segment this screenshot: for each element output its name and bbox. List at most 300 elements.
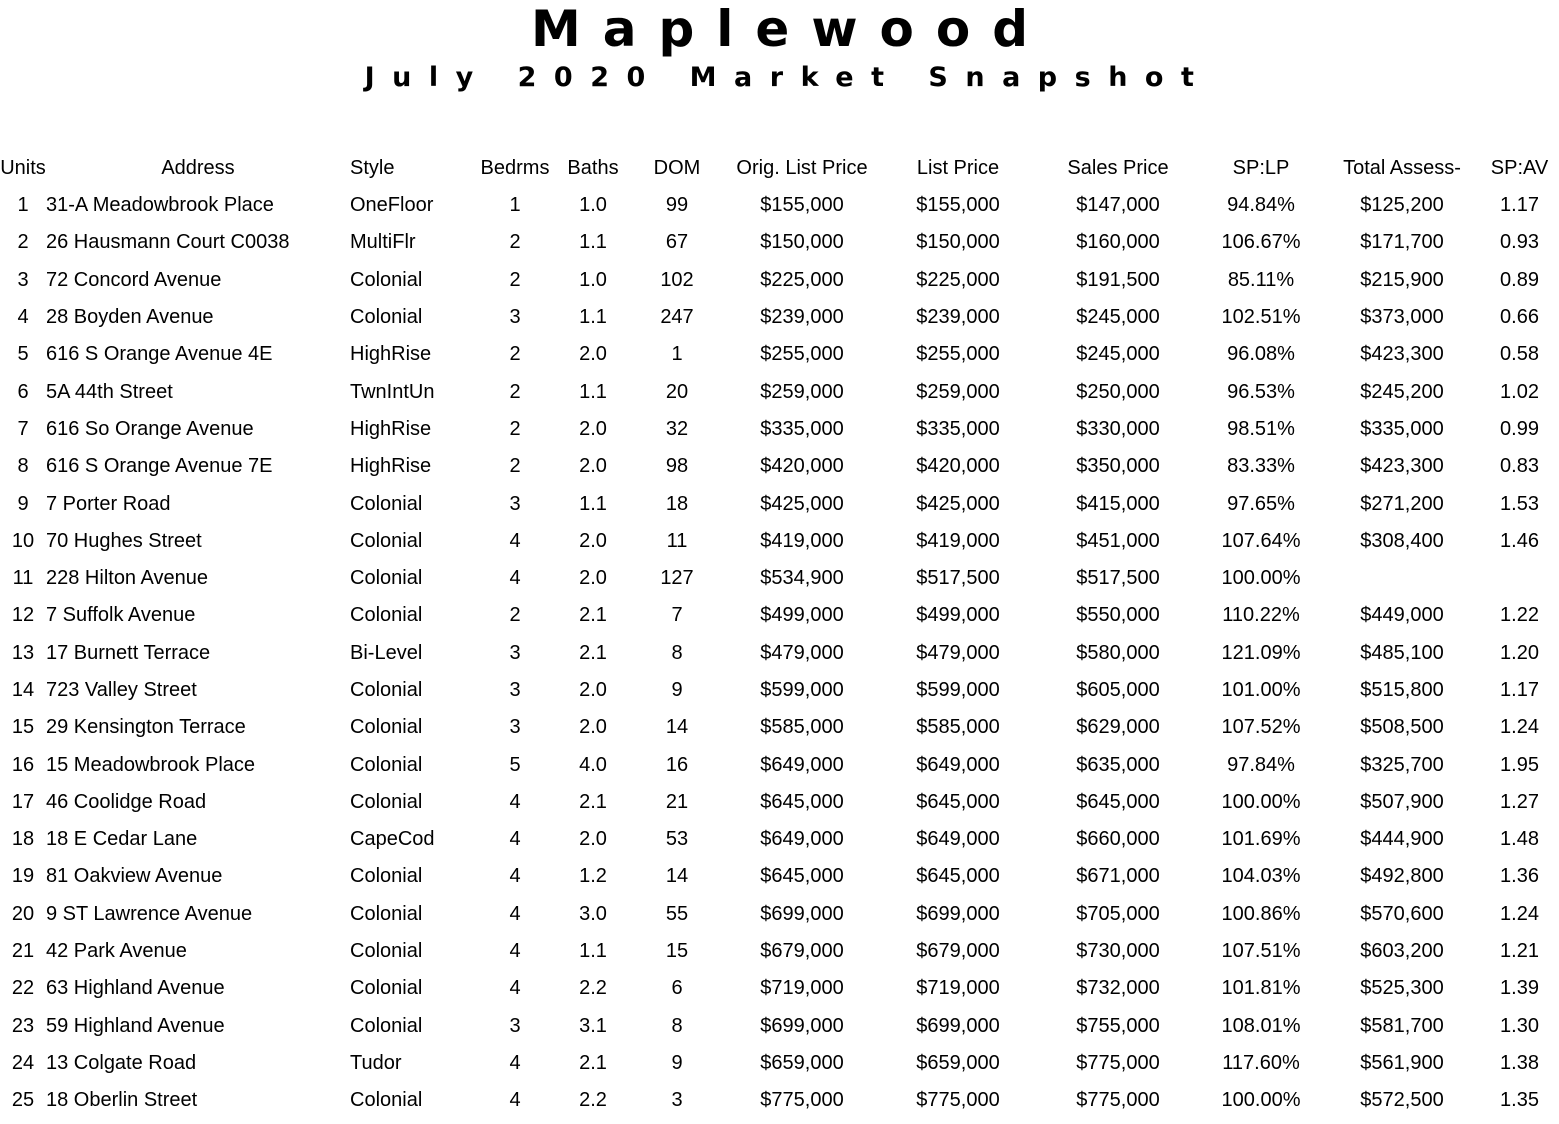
cell-style: Colonial — [350, 753, 423, 776]
cell-sp-av: 0.58 — [1500, 343, 1539, 366]
cell-total-assess: $215,900 — [1360, 268, 1444, 291]
cell-sp-lp: 100.86% — [1221, 902, 1301, 925]
column-header-address: Address — [161, 157, 235, 179]
cell-sales-price: $660,000 — [1076, 828, 1160, 851]
cell-list-price: $499,000 — [916, 604, 1000, 627]
cell-units: 24 — [11, 1051, 35, 1074]
cell-units: 7 — [17, 417, 29, 440]
cell-baths: 2.0 — [579, 343, 607, 366]
cell-address: 59 Highland Avenue — [46, 1014, 225, 1037]
table-header-row — [0, 150, 1559, 187]
cell-sp-lp: 85.11% — [1227, 268, 1295, 291]
cell-total-assess: $492,800 — [1360, 865, 1444, 888]
cell-sales-price: $245,000 — [1076, 343, 1160, 366]
cell-style: Colonial — [350, 716, 423, 739]
cell-units: 18 — [11, 828, 35, 851]
cell-sales-price: $451,000 — [1076, 529, 1160, 552]
column-header-orig-list-price: Orig. List Price — [736, 157, 868, 179]
cell-sales-price: $250,000 — [1076, 380, 1160, 403]
cell-bedrooms: 3 — [509, 306, 521, 329]
cell-sales-price: $245,000 — [1076, 306, 1160, 329]
cell-dom: 8 — [671, 641, 683, 664]
cell-style: CapeCod — [350, 828, 435, 851]
table-row — [0, 1082, 1559, 1119]
cell-address: 616 S Orange Avenue 7E — [46, 455, 273, 478]
cell-dom: 15 — [665, 940, 689, 963]
cell-total-assess: $581,700 — [1360, 1014, 1444, 1037]
column-header-sales-price: Sales Price — [1067, 157, 1169, 179]
cell-sp-av: 1.22 — [1500, 604, 1539, 627]
cell-orig-list-price: $259,000 — [760, 380, 844, 403]
cell-dom: 21 — [665, 790, 689, 813]
cell-orig-list-price: $699,000 — [760, 902, 844, 925]
cell-bedrooms: 4 — [509, 977, 521, 1000]
cell-sales-price: $732,000 — [1076, 977, 1160, 1000]
cell-address: 31-A Meadowbrook Place — [46, 194, 274, 217]
cell-list-price: $599,000 — [916, 679, 1000, 701]
cell-sales-price: $755,000 — [1076, 1014, 1160, 1037]
cell-bedrooms: 4 — [509, 1089, 521, 1112]
cell-baths: 1.1 — [579, 940, 607, 963]
cell-units: 22 — [11, 977, 35, 1000]
cell-total-assess: $572,500 — [1360, 1089, 1444, 1112]
cell-sales-price: $775,000 — [1076, 1051, 1160, 1074]
cell-dom: 3 — [671, 1089, 683, 1112]
cell-address: 18 E Cedar Lane — [46, 828, 198, 851]
cell-total-assess: $335,000 — [1360, 417, 1444, 440]
cell-sales-price: $605,000 — [1076, 679, 1160, 701]
cell-sp-av: 1.21 — [1500, 940, 1539, 963]
cell-units: 25 — [11, 1089, 35, 1112]
cell-bedrooms: 4 — [509, 865, 521, 888]
cell-dom: 102 — [660, 268, 694, 291]
cell-address: 70 Hughes Street — [46, 529, 202, 552]
cell-sales-price: $191,500 — [1076, 268, 1160, 291]
cell-baths: 3.1 — [579, 1014, 607, 1037]
cell-sp-av: 0.99 — [1500, 417, 1539, 440]
cell-bedrooms: 2 — [509, 231, 521, 254]
cell-list-price: $479,000 — [916, 641, 1000, 664]
cell-list-price: $645,000 — [916, 790, 1000, 813]
column-header-dom: DOM — [653, 157, 701, 179]
cell-orig-list-price: $645,000 — [760, 790, 844, 813]
cell-bedrooms: 2 — [509, 343, 521, 366]
cell-address: 7 Suffolk Avenue — [46, 604, 196, 627]
cell-bedrooms: 2 — [509, 604, 521, 627]
cell-units: 10 — [11, 529, 35, 552]
cell-orig-list-price: $534,900 — [760, 567, 844, 590]
cell-baths: 1.0 — [579, 268, 607, 291]
cell-total-assess: $423,300 — [1360, 455, 1444, 478]
cell-list-price: $775,000 — [916, 1089, 1000, 1112]
cell-sp-av: 1.17 — [1500, 679, 1539, 701]
cell-sp-av: 1.48 — [1500, 828, 1539, 851]
cell-address: 81 Oakview Avenue — [46, 865, 223, 888]
cell-units: 13 — [11, 641, 35, 664]
cell-dom: 67 — [665, 231, 689, 254]
cell-orig-list-price: $659,000 — [760, 1051, 844, 1074]
cell-style: TwnIntUn — [350, 380, 435, 403]
table-row — [0, 635, 1559, 672]
cell-sp-lp: 101.00% — [1221, 679, 1301, 701]
cell-style: Colonial — [350, 790, 423, 813]
cell-sales-price: $705,000 — [1076, 902, 1160, 925]
column-header-list-price: List Price — [916, 157, 1000, 179]
cell-total-assess — [1324, 560, 1480, 597]
cell-bedrooms: 4 — [509, 529, 521, 552]
cell-style: Tudor — [350, 1051, 402, 1074]
cell-sp-lp: 97.65% — [1227, 492, 1295, 515]
cell-orig-list-price: $679,000 — [760, 940, 844, 963]
column-header-total-assess: Total Assess- — [1343, 157, 1461, 179]
table-row — [0, 560, 1559, 597]
cell-dom: 9 — [671, 1051, 683, 1074]
cell-sales-price: $330,000 — [1076, 417, 1160, 440]
cell-address: 616 S Orange Avenue 4E — [46, 343, 273, 366]
cell-sp-av: 0.83 — [1500, 455, 1539, 478]
cell-dom: 98 — [665, 455, 689, 478]
cell-address: 26 Hausmann Court C0038 — [46, 231, 290, 254]
cell-list-price: $679,000 — [916, 940, 1000, 963]
table-row — [0, 933, 1559, 970]
cell-bedrooms: 3 — [509, 1014, 521, 1037]
cell-baths: 2.2 — [579, 1089, 607, 1112]
cell-list-price: $335,000 — [916, 417, 1000, 440]
page-subtitle: July 2020 Market Snapshot — [364, 62, 1212, 93]
cell-orig-list-price: $649,000 — [760, 753, 844, 776]
cell-sp-lp: 108.01% — [1221, 1014, 1301, 1037]
cell-list-price: $255,000 — [916, 343, 1000, 366]
cell-total-assess: $125,200 — [1360, 194, 1444, 217]
table-row — [0, 411, 1559, 448]
cell-bedrooms: 2 — [509, 455, 521, 478]
cell-sp-lp: 97.84% — [1227, 753, 1295, 776]
cell-sp-av: 0.93 — [1500, 231, 1539, 254]
cell-units: 14 — [11, 679, 35, 701]
table-row — [0, 262, 1559, 299]
cell-baths: 2.1 — [579, 1051, 607, 1074]
cell-units: 2 — [17, 231, 29, 254]
cell-style: Colonial — [350, 940, 423, 963]
column-header-units: Units — [0, 157, 46, 179]
cell-total-assess: $373,000 — [1360, 306, 1444, 329]
cell-sp-lp: 98.51% — [1227, 417, 1295, 440]
cell-list-price: $585,000 — [916, 716, 1000, 739]
cell-units: 15 — [11, 716, 35, 739]
cell-list-price: $419,000 — [916, 529, 1000, 552]
cell-sp-lp: 102.51% — [1221, 306, 1301, 329]
cell-sp-lp: 121.09% — [1221, 641, 1301, 664]
cell-style: OneFloor — [350, 194, 434, 217]
cell-address: 17 Burnett Terrace — [46, 641, 211, 664]
cell-sales-price: $550,000 — [1076, 604, 1160, 627]
cell-sales-price: $645,000 — [1076, 790, 1160, 813]
cell-orig-list-price: $335,000 — [760, 417, 844, 440]
cell-orig-list-price: $225,000 — [760, 268, 844, 291]
cell-style: Colonial — [350, 567, 423, 590]
cell-style: HighRise — [350, 455, 432, 478]
cell-units: 20 — [11, 902, 35, 925]
cell-orig-list-price: $150,000 — [760, 231, 844, 254]
cell-list-price: $649,000 — [916, 828, 1000, 851]
cell-sp-av: 1.30 — [1500, 1014, 1539, 1037]
cell-bedrooms: 3 — [509, 716, 521, 739]
cell-dom: 8 — [671, 1014, 683, 1037]
cell-baths: 1.1 — [579, 306, 607, 329]
cell-baths: 2.1 — [579, 604, 607, 627]
cell-address: 616 So Orange Avenue — [46, 417, 254, 440]
cell-baths: 1.0 — [579, 194, 607, 217]
cell-sp-lp: 96.53% — [1227, 380, 1295, 403]
cell-sp-lp: 117.60% — [1222, 1051, 1300, 1074]
cell-baths: 2.2 — [579, 977, 607, 1000]
cell-dom: 32 — [665, 417, 689, 440]
cell-bedrooms: 1 — [509, 194, 521, 217]
cell-bedrooms: 4 — [509, 902, 521, 925]
column-header-sp-lp: SP:LP — [1232, 157, 1290, 179]
cell-bedrooms: 4 — [509, 940, 521, 963]
cell-orig-list-price: $255,000 — [760, 343, 844, 366]
cell-units: 21 — [11, 940, 35, 963]
cell-dom: 18 — [665, 492, 689, 515]
table-row — [0, 597, 1559, 634]
cell-units: 8 — [17, 455, 29, 478]
cell-sp-lp: 100.00% — [1221, 790, 1301, 813]
cell-orig-list-price: $719,000 — [760, 977, 844, 1000]
cell-baths: 2.0 — [579, 679, 607, 701]
cell-bedrooms: 2 — [509, 417, 521, 440]
cell-orig-list-price: $699,000 — [760, 1014, 844, 1037]
cell-sp-lp: 104.03% — [1221, 865, 1301, 888]
cell-sp-av: 1.24 — [1500, 716, 1539, 739]
cell-sp-av: 1.17 — [1500, 194, 1539, 217]
cell-bedrooms: 5 — [509, 753, 521, 776]
cell-sp-lp: 83.33% — [1227, 455, 1295, 478]
cell-style: Colonial — [350, 1089, 423, 1112]
column-header-sp-av: SP:AV — [1490, 157, 1549, 179]
cell-sp-lp: 110.22% — [1222, 604, 1300, 627]
cell-address: 28 Boyden Avenue — [46, 306, 214, 329]
cell-style: Colonial — [350, 529, 423, 552]
cell-sp-lp: 100.00% — [1221, 567, 1301, 590]
cell-style: Colonial — [350, 679, 423, 701]
cell-dom: 16 — [665, 753, 689, 776]
cell-sp-av: 0.89 — [1500, 268, 1539, 291]
cell-baths: 1.1 — [579, 231, 607, 254]
cell-sp-lp: 106.67% — [1221, 231, 1301, 254]
cell-sp-av: 1.53 — [1500, 492, 1539, 515]
cell-sales-price: $629,000 — [1076, 716, 1160, 739]
column-header-bedrooms: Bedrms — [480, 157, 550, 179]
cell-units: 9 — [17, 492, 29, 515]
cell-units: 11 — [12, 567, 34, 590]
cell-address: 7 Porter Road — [46, 492, 171, 515]
cell-baths: 1.1 — [579, 492, 607, 515]
cell-baths: 2.0 — [579, 529, 607, 552]
cell-bedrooms: 3 — [509, 492, 521, 515]
cell-sales-price: $517,500 — [1076, 567, 1160, 590]
cell-bedrooms: 3 — [509, 641, 521, 664]
cell-style: HighRise — [350, 343, 432, 366]
cell-dom: 55 — [665, 902, 689, 925]
cell-dom: 11 — [666, 529, 688, 552]
table-row — [0, 709, 1559, 746]
cell-baths: 1.1 — [579, 380, 607, 403]
cell-units: 19 — [11, 865, 35, 888]
cell-address: 42 Park Avenue — [46, 940, 187, 963]
table-row — [0, 821, 1559, 858]
market-snapshot-table — [0, 150, 1559, 1119]
cell-baths: 2.0 — [579, 828, 607, 851]
cell-address: 29 Kensington Terrace — [46, 716, 246, 739]
cell-units: 12 — [11, 604, 35, 627]
cell-style: Colonial — [350, 865, 423, 888]
cell-units: 16 — [11, 753, 35, 776]
cell-sp-lp: 107.64% — [1221, 529, 1301, 552]
cell-style: Colonial — [350, 604, 423, 627]
cell-baths: 2.0 — [579, 417, 607, 440]
cell-total-assess: $325,700 — [1360, 753, 1444, 776]
page-title: Maplewood — [530, 0, 1051, 58]
cell-bedrooms: 4 — [509, 790, 521, 813]
cell-dom: 20 — [665, 380, 689, 403]
cell-baths: 2.1 — [579, 641, 607, 664]
cell-orig-list-price: $585,000 — [760, 716, 844, 739]
table-row — [0, 1008, 1559, 1045]
cell-sp-av — [1480, 560, 1559, 597]
table-row — [0, 672, 1559, 709]
cell-sales-price: $415,000 — [1076, 492, 1160, 515]
cell-dom: 14 — [665, 865, 689, 888]
table-row — [0, 373, 1559, 410]
cell-orig-list-price: $499,000 — [760, 604, 844, 627]
cell-sp-av: 1.95 — [1500, 753, 1539, 776]
table-row — [0, 485, 1559, 522]
cell-orig-list-price: $425,000 — [760, 492, 844, 515]
cell-orig-list-price: $239,000 — [760, 306, 844, 329]
cell-style: HighRise — [350, 417, 432, 440]
cell-dom: 99 — [665, 194, 689, 217]
cell-style: Colonial — [350, 492, 423, 515]
cell-list-price: $659,000 — [916, 1051, 1000, 1074]
cell-sp-av: 1.46 — [1500, 529, 1539, 552]
cell-orig-list-price: $479,000 — [760, 641, 844, 664]
cell-list-price: $699,000 — [916, 902, 1000, 925]
cell-sales-price: $635,000 — [1076, 753, 1160, 776]
cell-dom: 7 — [671, 604, 683, 627]
cell-sp-lp: 107.52% — [1221, 716, 1301, 739]
table-body — [0, 187, 1559, 1119]
cell-style: Bi-Level — [350, 641, 423, 664]
cell-dom: 247 — [660, 306, 694, 329]
cell-list-price: $649,000 — [916, 753, 1000, 776]
cell-style: Colonial — [350, 1014, 423, 1037]
cell-total-assess: $485,100 — [1360, 641, 1444, 664]
cell-address: 72 Concord Avenue — [46, 268, 222, 291]
table-row — [0, 858, 1559, 895]
cell-units: 23 — [11, 1014, 35, 1037]
cell-orig-list-price: $645,000 — [760, 865, 844, 888]
cell-sp-lp: 101.81% — [1221, 977, 1301, 1000]
cell-total-assess: $423,300 — [1360, 343, 1444, 366]
cell-sp-av: 1.24 — [1500, 902, 1539, 925]
cell-bedrooms: 3 — [509, 679, 521, 701]
cell-sp-lp: 94.84% — [1227, 194, 1295, 217]
cell-dom: 53 — [665, 828, 689, 851]
cell-sales-price: $147,000 — [1076, 194, 1160, 217]
cell-sales-price: $671,000 — [1076, 865, 1160, 888]
cell-total-assess: $515,800 — [1360, 679, 1444, 701]
cell-list-price: $239,000 — [916, 306, 1000, 329]
cell-total-assess: $570,600 — [1360, 902, 1444, 925]
cell-total-assess: $525,300 — [1360, 977, 1444, 1000]
cell-list-price: $155,000 — [916, 194, 1000, 217]
cell-list-price: $645,000 — [916, 865, 1000, 888]
cell-total-assess: $444,900 — [1360, 828, 1444, 851]
cell-orig-list-price: $599,000 — [760, 679, 844, 701]
cell-bedrooms: 4 — [509, 828, 521, 851]
cell-orig-list-price: $155,000 — [760, 194, 844, 217]
cell-sp-av: 1.20 — [1500, 641, 1539, 664]
cell-sales-price: $775,000 — [1076, 1089, 1160, 1112]
cell-list-price: $517,500 — [916, 567, 1000, 590]
cell-orig-list-price: $420,000 — [760, 455, 844, 478]
cell-total-assess: $507,900 — [1360, 790, 1444, 813]
table-row — [0, 187, 1559, 224]
cell-total-assess: $308,400 — [1360, 529, 1444, 552]
cell-list-price: $425,000 — [916, 492, 1000, 515]
cell-address: 18 Oberlin Street — [46, 1089, 198, 1112]
cell-units: 6 — [17, 380, 29, 403]
cell-address: 723 Valley Street — [46, 679, 197, 701]
cell-total-assess: $245,200 — [1360, 380, 1444, 403]
cell-style: MultiFlr — [350, 231, 416, 254]
table-row — [0, 1045, 1559, 1082]
cell-dom: 9 — [671, 679, 683, 701]
cell-total-assess: $271,200 — [1360, 492, 1444, 515]
cell-sales-price: $730,000 — [1076, 940, 1160, 963]
cell-sp-av: 1.27 — [1500, 790, 1539, 813]
cell-style: Colonial — [350, 902, 423, 925]
cell-address: 228 Hilton Avenue — [46, 567, 208, 590]
cell-sp-lp: 96.08% — [1227, 343, 1295, 366]
cell-address: 46 Coolidge Road — [46, 790, 207, 813]
cell-dom: 1 — [671, 343, 683, 366]
cell-dom: 127 — [660, 567, 694, 590]
cell-units: 1 — [17, 194, 29, 217]
column-header-baths: Baths — [567, 157, 619, 179]
cell-total-assess: $508,500 — [1360, 716, 1444, 739]
cell-sp-av: 0.66 — [1500, 306, 1539, 329]
cell-list-price: $225,000 — [916, 268, 1000, 291]
cell-baths: 2.0 — [579, 716, 607, 739]
cell-sales-price: $160,000 — [1076, 231, 1160, 254]
cell-units: 3 — [17, 268, 29, 291]
cell-style: Colonial — [350, 977, 423, 1000]
cell-baths: 4.0 — [579, 753, 607, 776]
cell-list-price: $719,000 — [916, 977, 1000, 1000]
table-row — [0, 448, 1559, 485]
cell-list-price: $420,000 — [916, 455, 1000, 478]
cell-bedrooms: 2 — [509, 268, 521, 291]
cell-baths: 2.1 — [579, 790, 607, 813]
cell-bedrooms: 4 — [509, 1051, 521, 1074]
cell-bedrooms: 4 — [509, 567, 521, 590]
table-row — [0, 970, 1559, 1007]
cell-address: 63 Highland Avenue — [46, 977, 225, 1000]
cell-list-price: $699,000 — [916, 1014, 1000, 1037]
table-row — [0, 896, 1559, 933]
